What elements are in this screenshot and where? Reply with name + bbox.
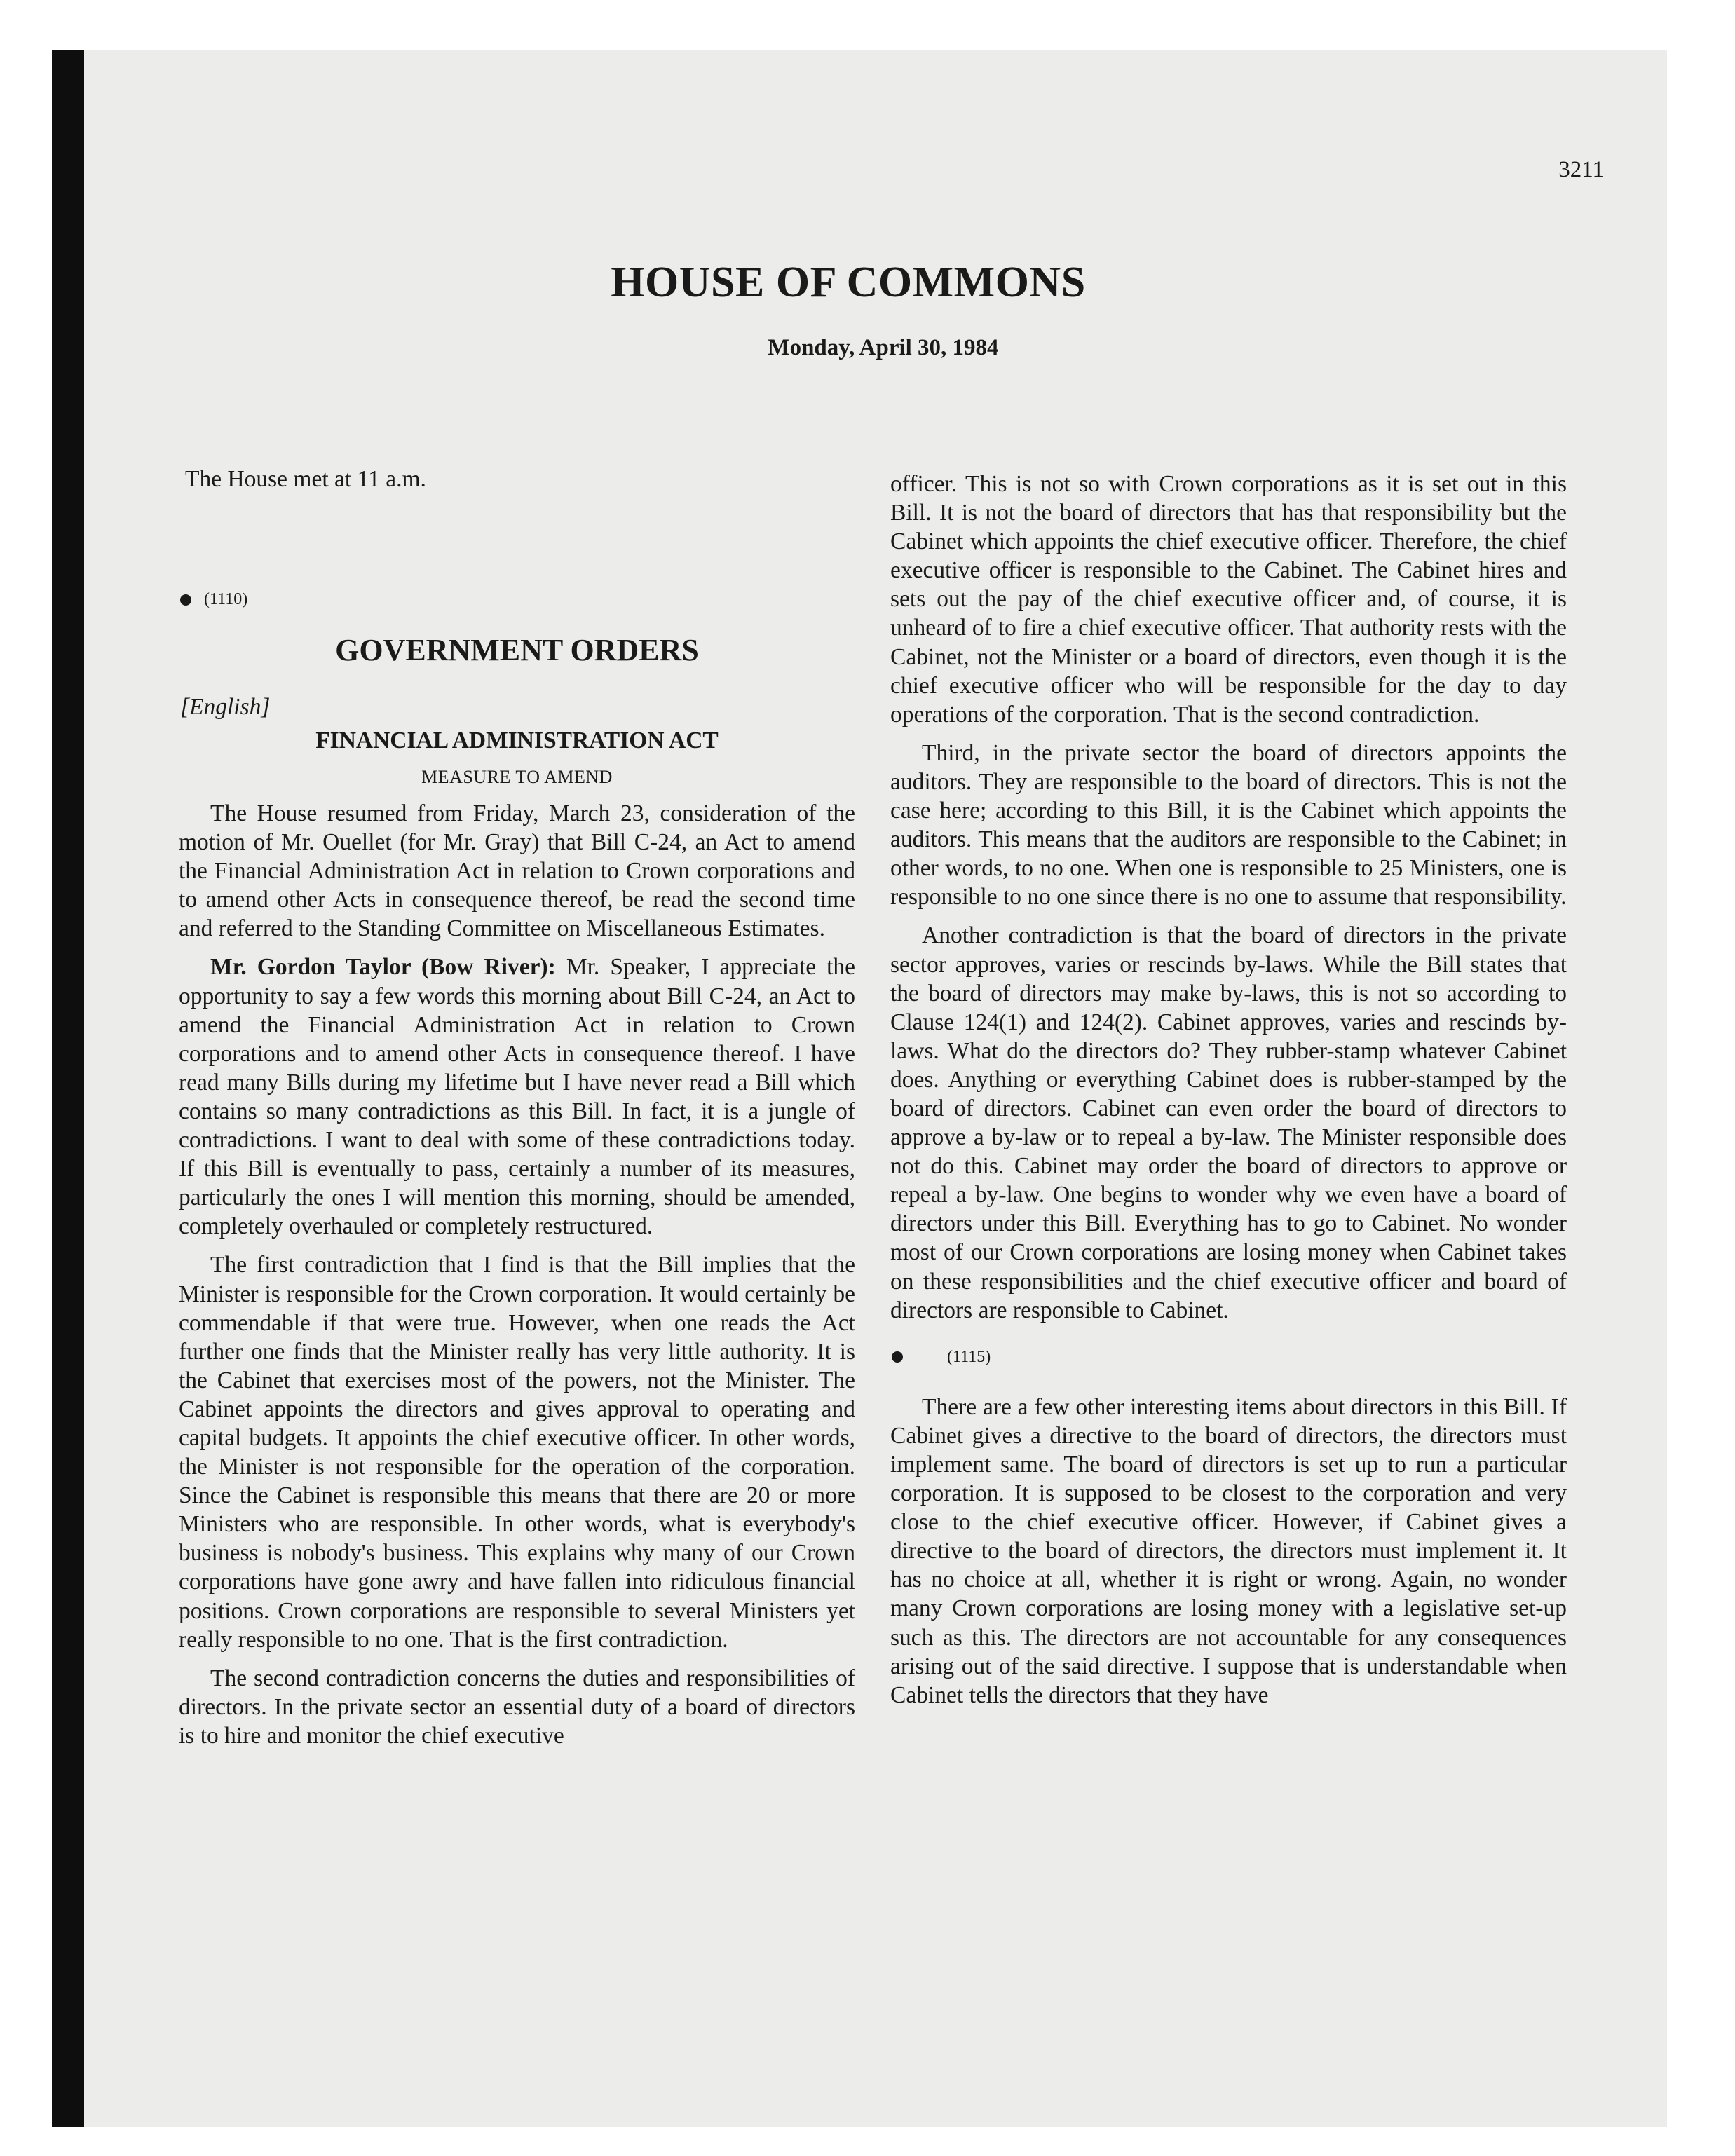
section-title: GOVERNMENT ORDERS — [335, 633, 699, 667]
timestamp-label: (1110) — [204, 590, 248, 608]
body-paragraph: Third, in the private sector the board of directors appoints the auditors. They are responsible to the board of directors. This is not the case here; according to this Bill, it is the Cabinet which appoints the auditors. This means that the auditors are responsible to the Cabinet; in other words, to no one. When one is responsible to 25 Ministers, one is responsible to no one since there is no one to assume that responsibility. — [890, 739, 1567, 910]
timestamp-marker — [892, 1343, 1567, 1372]
sitting-date: Monday, April 30, 1984 — [768, 335, 999, 360]
page-number: 3211 — [1558, 157, 1604, 182]
speech-paragraph — [179, 953, 855, 1241]
bullet-icon — [892, 1351, 903, 1363]
language-tag: [English] — [180, 694, 271, 720]
act-subheading: MEASURE TO AMEND — [421, 767, 613, 787]
act-title: FINANCIAL ADMINISTRATION ACT — [315, 728, 719, 753]
body-paragraph: Another contradiction is that the board of directors in the private sector approves, varies or rescinds by-laws. While the Bill states that the board of directors may make by-laws, this is not so according to Clause 124(1) and 124(2). Cabinet approves, varies and rescinds by-laws. What do the directors do? They rubber-stamp whatever Cabinet does. Anything or everything Cabinet does is rubber-stamped by the board of directors. Cabinet can even order the board of directors to approve a by-law or to repeal a by-law. The Minister responsible does not do this. Cabinet may order the board of directors to approve or repeal a by-law. One begins to wonder why we even have a board of directors under this Bill. Everything has to go to Cabinet. No wonder most of our Crown corporations are losing money when Cabinet takes on these responsibilities and the chief executive officer and board of directors are responsible to Cabinet. — [890, 922, 1567, 1323]
bullet-icon — [180, 594, 191, 606]
speech-text: Mr. Speaker, I appreciate the opportunity to say a few words this morning about Bill C-24, an Act to amend the Financial Administration Act in relation to Crown corporations and to amend other Acts in consequence thereof. I have read many Bills during my lifetime but I have never read a Bill which contains so many contradictions as this Bill. In fact, it is a jungle of contradictions. I want to deal with some of these contradictions today. If this Bill is eventually to pass, certainly a number of its measures, particularly the ones I will mention this morning, should be amended, completely overhauled or completely restructured. — [179, 954, 856, 1240]
resumption-paragraph: The House resumed from Friday, March 23, consideration of the motion of Mr. Ouellet (for Mr. Gray) that Bill C-24, an Act to amend the Financial Administration Act in relation to Crown corporations and to amend other Acts in consequence thereof, be read the second time and referred to the Standing Committee on Miscellaneous Estimates. — [179, 800, 855, 942]
speaker-name: Mr. Gordon Taylor (Bow River): — [210, 954, 556, 981]
right-column — [890, 470, 1567, 1719]
left-column — [179, 799, 855, 1760]
binding-edge — [52, 50, 84, 2127]
body-paragraph: officer. This is not so with Crown corporations as it is set out in this Bill. It is not the board of directors that has that responsibility but the Cabinet which appoints the chief executive officer. Therefore, the chief executive officer is responsible to the Cabinet. The Cabinet hires and sets out the pay of the chief executive officer and, of course, it is unheard of to fire a chief executive officer. That authority rests with the Cabinet, not the Minister or a board of directors, even though it is the chief executive officer who will be responsible for the day to day operations of the corporation. That is the second contradiction. — [890, 471, 1567, 728]
page-title: HOUSE OF COMMONS — [611, 259, 1086, 306]
timestamp-label: (1115) — [947, 1347, 991, 1366]
body-paragraph: The first contradiction that I find is that the Bill implies that the Minister is responsible for the Crown corporation. It would certainly be commendable if that were true. However, when one reads the Act further one finds that the Minister really has very little authority. It is the Cabinet that exercises most of the powers, not the Minister. The Cabinet appoints the directors and gives approval to operating and capital budgets. It appoints the chief executive officer. In other words, the Minister is not responsible for the operation of the corporation. Since the Cabinet is responsible this means that there are 20 or more Ministers who are responsible. In other words, what is everybody's business is nobody's business. This explains why many of our Crown corporations have gone awry and have fallen into ridiculous financial positions. Crown corporations are responsible to several Ministers yet really responsible to no one. That is the first contradiction. — [179, 1252, 855, 1653]
body-paragraph: There are a few other interesting items about directors in this Bill. If Cabinet gives a directive to the board of directors, the directors must implement same. The board of directors is set up to run a particular corporation. It is supposed to be closest to the corporation and very close to the chief executive officer. However, if Cabinet gives a directive to the board of directors, the directors must implement it. It has no choice at all, whether it is right or wrong. Again, no wonder many Crown corporations are losing money with a legislative set-up such as this. The directors are not accountable for any consequences arising out of the said directive. I suppose that is understandable when Cabinet tells the directors that they have — [890, 1393, 1567, 1708]
body-paragraph: The second contradiction concerns the duties and responsibilities of directors. In the private sector an essential duty of a board of directors is to hire and monitor the chief executive — [179, 1665, 855, 1749]
sitting-start-text: The House met at 11 a.m. — [185, 466, 426, 492]
timestamp-marker — [180, 590, 247, 609]
